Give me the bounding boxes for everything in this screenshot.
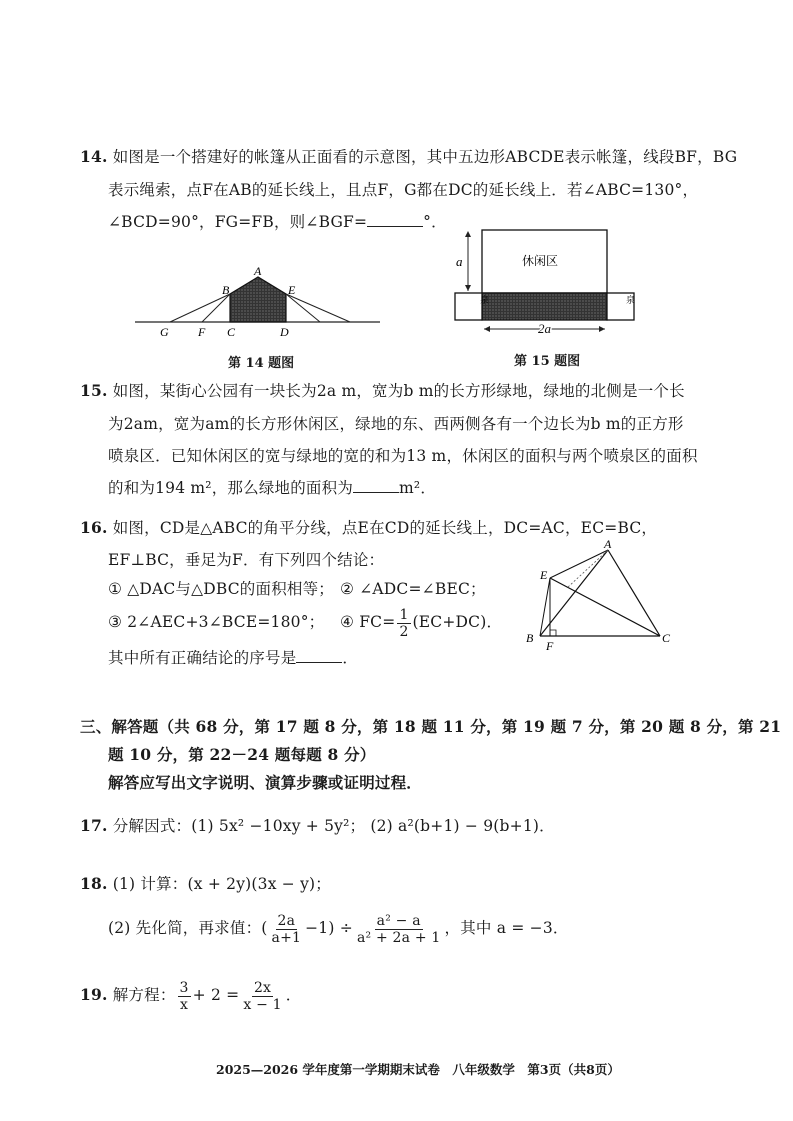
q14-line3 [108,212,447,232]
q14-answer-blank[interactable] [367,212,423,227]
label-fountain-right: 泉 [626,295,636,305]
q16-line-end: 其中所有正确结论的序号是 ． [108,649,359,667]
page-footer: 2025—2026 学年度第一学期期末试卷 八年级数学 第3页（共8页） [216,1062,620,1077]
q16-conclusion-4 [340,604,502,640]
label-b: B [526,631,534,645]
q14-text-3-post: °． [423,213,447,231]
figure-16-triangle [520,538,680,658]
q16-text-end: 其中所有正确结论的序号是 [108,649,297,667]
q16-answer-blank[interactable] [296,648,342,663]
label-2a-dim: 2a [538,321,551,336]
q14-text-3: ∠BCD=90°，FG=FB，则∠BGF= [108,213,368,231]
q18-line1 [80,874,331,894]
q18-part1: (1) 计算：(x + 2y)(3x − y)； [112,875,331,893]
line-ea [550,550,608,578]
label-b: B [222,283,230,297]
q19-number: 19. [80,985,108,1004]
label-fountain-left: 泉 [480,295,490,305]
q16-line1 [80,518,657,538]
label-f: F [198,325,206,339]
label-d: D [280,325,289,339]
q16-conclusion-3: ③ 2∠AEC+3∠BCE=180°； [108,613,325,631]
q15-line2: 为2am，宽为am的长方形休闲区，绿地的东、西两侧各有一个边长为b m的正方形 [108,415,684,433]
q14-line2: 表示绳索，点F在AB的延长线上，且点F，G都在DC的延长线上．若∠ABC=130°， [108,181,699,199]
q15-line1 [80,381,685,401]
label-e: E [540,568,548,582]
q16-number: 16. [80,518,108,537]
q17-number: 17. [80,816,108,835]
figure-14-caption: 第 14 题图 [228,356,295,371]
label-g: G [160,325,169,339]
right-angle-mark [550,630,556,636]
q19-pre: 解方程： [112,986,176,1004]
q16-line2: EF⊥BC，垂足为F．有下列四个结论： [108,551,385,569]
q15-text-1: 如图，某街心公园有一块长为2a m，宽为b m的长方形绿地，绿地的北侧是一个长 [112,382,685,400]
q15-line3: 喷泉区．已知休闲区的宽与绿地的宽的和为13 m，休闲区的面积与两个喷泉区的面积 [108,447,698,465]
q18-part2-mid: −1) ÷ [305,919,353,937]
section3-line2: 题 10 分，第 22－24 题每题 8 分） [108,745,376,764]
q16-c4-post: (EC+DC)． [412,613,503,631]
q17-text: 分解因式：(1) 5x² −10xy + 5y²； (2) a²(b+1) − 9(b+1)． [112,817,555,835]
label-leisure: 休闲区 [522,254,559,268]
rope-bf [202,294,230,322]
q14-text-1: 如图是一个搭建好的帐篷从正面看的示意图，其中五边形ABCDE表示帐篷，线段BF，BG [112,148,738,166]
fountain-west [455,293,482,320]
figure-15-caption: 第 15 题图 [514,354,581,369]
label-f: F [546,639,554,653]
label-e: E [288,283,296,297]
q15-text-4-post: m²． [399,479,437,497]
green-area [482,293,607,320]
q19-mid: + 2 = [192,986,240,1004]
q16-c4-fraction: $\frac{1}{2}$ [399,606,409,640]
label-c: C [227,325,236,339]
line-da [568,550,608,587]
label-a: A [254,264,262,278]
q14-line1 [80,147,737,167]
q16-text-1: 如图，CD是△ABC的角平分线，点E在CD的延长线上，DC=AC，EC=BC， [112,519,658,537]
q19-fraction-1: $\frac{3}{x}$ [179,979,189,1013]
q19-fraction-2: $\frac{2x}{x - 1}$ [243,979,282,1013]
q18-line2 [108,908,569,948]
q18-number: 18. [80,874,108,893]
label-a-dim: a [456,254,463,269]
tent-pentagon [230,277,286,322]
q18-fraction-2: $\frac{\text{a² − a}}{\text{a² + 2a + 1}}$ [356,912,441,946]
rope-bg [170,294,230,322]
q16-conclusion-1: ① △DAC与△DBC的面积相等； [108,580,335,598]
label-a: A [604,538,612,551]
q15-number: 15. [80,381,108,400]
section3-line3: 解答应写出文字说明、演算步骤或证明过程． [108,773,423,792]
q18-fraction-1: $\frac{2a}{a+1}$ [271,912,302,946]
q15-text-4: 的和为194 m²，那么绿地的面积为 [108,479,354,497]
figure-14-tent [130,262,385,347]
q19-post: ． [285,986,302,1004]
line-ec [550,578,660,636]
line-eb [540,578,550,636]
figure-15-park [450,225,640,345]
q18-part2-pre: (2) 先化简，再求值：( [108,919,268,937]
q16-c4-pre: ④ FC= [340,613,396,631]
q16-conclusion-2: ② ∠ADC=∠BEC； [340,580,486,598]
side-ac [608,550,660,636]
q14-number: 14. [80,147,108,166]
label-c: C [662,631,671,645]
q15-line4 [108,478,436,498]
rope-right-2 [286,294,320,322]
q19-line [80,975,301,1015]
q17-line [80,816,555,836]
q15-answer-blank[interactable] [353,478,399,493]
section3-line1: 三、解答题（共 68 分，第 17 题 8 分，第 18 题 11 分，第 19 题 7 分，第 20 题 8 分，第 21 [80,717,782,736]
rope-right-1 [286,294,350,322]
q18-part2-post: ，其中 a = −3． [444,919,569,937]
